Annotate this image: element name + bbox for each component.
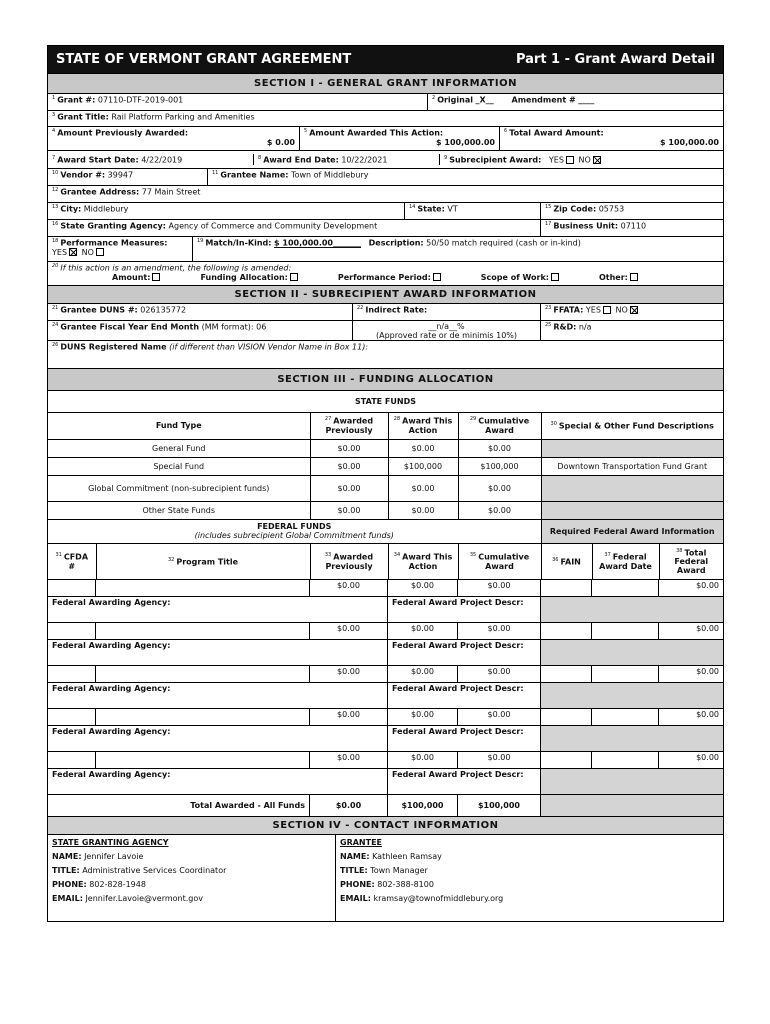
federal-agency-row: Federal Awarding Agency: Federal Award Project Descr: <box>48 597 723 623</box>
ffata-yes-checkbox[interactable] <box>603 306 611 314</box>
federal-fund-row: $0.00 $0.00 $0.00 $0.00 <box>48 752 723 769</box>
federal-fund-row: $0.00 $0.00 $0.00 $0.00 <box>48 666 723 683</box>
city-field: $^{13}$ City: Middlebury <box>48 203 405 219</box>
zip-field: $^{15}$ Zip Code: 05753 <box>545 204 625 214</box>
perf-no-checkbox[interactable] <box>96 248 104 256</box>
duns-field: $^{21}$ Grantee DUNS #: 026135772 <box>48 304 353 320</box>
original-amendment-field: $^2$ Original _X__ Amendment # ____ <box>432 95 595 105</box>
state-fund-row: Global Commitment (non-subrecipient funds) $0.00 $0.00 $0.00 <box>48 475 723 501</box>
granting-agency-field: $^{16}$ State Granting Agency: Agency of Commerce and Community Development <box>48 220 541 236</box>
grantee-name-field: $^{11}$ Grantee Name: Town of Middlebury <box>212 170 369 180</box>
state-field: $^{14}$ State: VT <box>405 203 541 219</box>
amend-performance-checkbox[interactable] <box>433 273 441 281</box>
grant-agreement-form <box>47 45 724 922</box>
grantee-contact: GRANTEE NAME: Kathleen Ramsay TITLE: Town Manager PHONE: 802-388-8100 EMAIL: kramsay@townofmiddlebury.org <box>340 838 504 903</box>
federal-agency-row: Federal Awarding Agency: Federal Award Project Descr: <box>48 726 723 752</box>
match-inkind-field: $^{19}$ Match/In-Kind: $ 100,000.00_______ Description: 50/50 match required (cash or in-kind) <box>197 238 581 248</box>
federal-agency-row: Federal Awarding Agency: Federal Award Project Descr: <box>48 683 723 709</box>
section-1-heading: SECTION I - GENERAL GRANT INFORMATION <box>48 74 723 94</box>
total-row: Total Awarded - All Funds $0.00 $100,000 $100,000 <box>48 795 723 817</box>
amount-previously-field: $^4$ Amount Previously Awarded: $ 0.00 <box>48 127 300 150</box>
grantee-address-field: $^{12}$ Grantee Address: 77 Main Street <box>52 187 201 197</box>
amend-funding-checkbox[interactable] <box>290 273 298 281</box>
amend-other-checkbox[interactable] <box>630 273 638 281</box>
vendor-field: $^{10}$ Vendor #: 39947 <box>48 169 208 185</box>
form-part: Part 1 - Grant Award Detail <box>515 52 715 67</box>
state-fund-row: Special Fund $0.00 $100,000 $100,000 Downtown Transportation Fund Grant <box>48 457 723 475</box>
state-fund-row: Other State Funds $0.00 $0.00 $0.00 <box>48 501 723 519</box>
amount-this-action-field: $^5$ Amount Awarded This Action: $ 100,000.00 <box>300 127 500 150</box>
amendment-items-field: $^{20}$ If this action is an amendment, the following is amended: Amount: Funding Allocation: Performance Period: Scope of Work: Other: <box>48 262 723 285</box>
fiscal-year-field: $^{24}$ Grantee Fiscal Year End Month (MM format): 06 <box>48 321 353 340</box>
federal-funds-table: FEDERAL FUNDS (includes subrecipient Global Commitment funds) Required Federal Award Information $^{31}$ CFDA # $^{32}$ Program Title $^{33}$ Awarded Previously $^{34}$ Award This Action $^{35}$ Cumulative Award $^{36}$ FAIN $^{37}$ Federal Award Date $^{38}$ Total Federal Award <box>48 520 723 581</box>
subrecipient-no-checkbox[interactable] <box>593 156 601 164</box>
subrecipient-yes-checkbox[interactable] <box>566 156 574 164</box>
total-award-field: $^6$ Total Award Amount: $ 100,000.00 <box>504 128 719 147</box>
section-3-heading: SECTION III - FUNDING ALLOCATION <box>48 369 723 391</box>
award-start-field: $^7$ Award Start Date: 4/22/2019 <box>48 154 254 166</box>
grant-title-field: $^3$ Grant Title: Rail Platform Parking and Amenities <box>52 112 255 122</box>
section-2-heading: SECTION II - SUBRECIPIENT AWARD INFORMATION <box>48 286 723 304</box>
agency-contact: STATE GRANTING AGENCY NAME: Jennifer Lavoie TITLE: Administrative Services Coordinator PHONE: 802-828-1948 EMAIL: Jennifer.Lavoie@vermont.gov <box>48 835 336 921</box>
federal-fund-row: $0.00 $0.00 $0.00 $0.00 <box>48 623 723 640</box>
state-fund-row: General Fund $0.00 $0.00 $0.00 <box>48 439 723 457</box>
state-funds-table: Fund Type $^{27}$ Awarded Previously $^{28}$ Award This Action $^{29}$ Cumulative Award $^{30}$ Special & Other Fund Descriptions General Fund $0.00 $0.00 $0.00 Special Fund $0.00 $100,000 $100,000 Downtown Transportation Fund Grant Global Commitment (non-subrecipient funds) $0.00 $0.00 $0.00 Other State Funds $0.00 $0.00 $0.00 <box>48 413 723 520</box>
indirect-rate-value: __n/a__% (Approved rate or de minimis 10%) <box>353 321 541 340</box>
amend-scope-checkbox[interactable] <box>551 273 559 281</box>
subrecipient-field: $^9$ Subrecipient Award: YES NO <box>440 154 723 166</box>
federal-fund-row: $0.00 $0.00 $0.00 $0.00 <box>48 580 723 597</box>
award-end-field: $^8$ Award End Date: 10/22/2021 <box>254 154 440 166</box>
performance-measures-field: $^{18}$ Performance Measures: YES NO <box>48 237 193 261</box>
state-funds-heading: STATE FUNDS <box>48 391 723 413</box>
indirect-rate-label: $^{22}$ Indirect Rate: <box>353 304 541 320</box>
amend-amount-checkbox[interactable] <box>152 273 160 281</box>
ffata-field: $^{23}$ FFATA: YES NO <box>541 304 723 320</box>
federal-agency-row: Federal Awarding Agency: Federal Award Project Descr: <box>48 640 723 666</box>
form-title: STATE OF VERMONT GRANT AGREEMENT <box>56 52 352 67</box>
duns-registered-name-field: $^{26}$ DUNS Registered Name (if different than VISION Vendor Name in Box 11): <box>52 342 369 352</box>
rd-field: $^{25}$ R&D: n/a <box>545 322 592 332</box>
grant-number-field: $^1$ Grant #: 07110-DTF-2019-001 <box>48 94 428 110</box>
ffata-no-checkbox[interactable] <box>630 306 638 314</box>
section-4-heading: SECTION IV - CONTACT INFORMATION <box>48 817 723 835</box>
perf-yes-checkbox[interactable] <box>69 248 77 256</box>
federal-agency-row: Federal Awarding Agency: Federal Award Project Descr: <box>48 769 723 795</box>
federal-fund-row: $0.00 $0.00 $0.00 $0.00 <box>48 709 723 726</box>
business-unit-field: $^{17}$ Business Unit: 07110 <box>545 221 647 231</box>
form-title-bar <box>48 46 723 74</box>
